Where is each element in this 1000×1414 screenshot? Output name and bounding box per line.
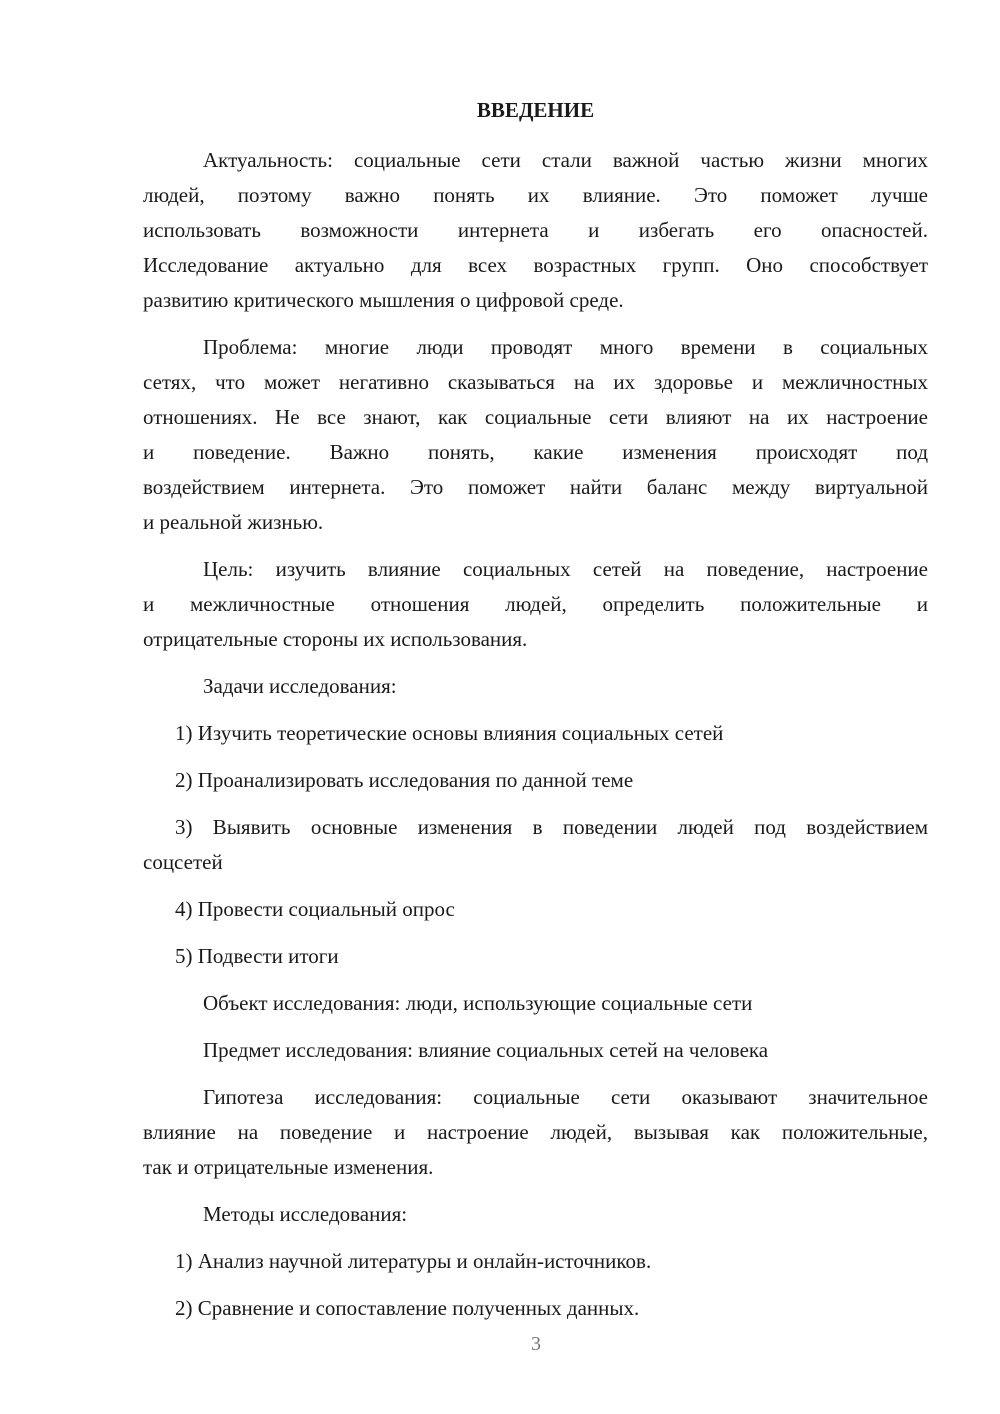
text-line: Гипотеза исследования: социальные сети оказывают значительное [203,1085,928,1109]
list-item [143,810,928,880]
text-line: отношениях. Не все знают, как социальные сети влияют на их настроение [143,405,928,429]
text-line: отрицательные стороны их использования. [143,627,528,651]
section-title: ВВЕДЕНИЕ [476,98,595,122]
document-body [143,143,928,1326]
text-line: влияние на поведение и настроение людей, вызывая как положительные, [143,1120,928,1144]
paragraph [143,1197,928,1232]
paragraph [143,669,928,704]
text-line: Проблема: многие люди проводят много времени в социальных [203,335,928,359]
document-page [143,93,928,1338]
text-line: Объект исследования: люди, использующие социальные сети [203,991,753,1015]
text-line: Предмет исследования: влияние социальных сетей на человека [203,1038,769,1062]
paragraph [143,986,928,1021]
text-line: использовать возможности интернета и избегать его опасностей. [143,218,928,242]
text-line: 5) Подвести итоги [175,944,339,968]
text-line: 2) Проанализировать исследования по данной теме [175,768,634,792]
text-line: Задачи исследования: [203,674,397,698]
text-line: людей, поэтому важно понять их влияние. Это поможет лучше [143,183,928,207]
text-line: воздействием интернета. Это поможет найти баланс между виртуальной [143,475,928,499]
text-line: Методы исследования: [203,1202,408,1226]
list-item [143,763,928,798]
text-line: Актуальность: социальные сети стали важной частью жизни многих [203,148,928,172]
text-line: Исследование актуально для всех возрастных групп. Оно способствует [143,253,928,277]
list-item [143,716,928,751]
text-line: 1) Изучить теоретические основы влияния социальных сетей [175,721,724,745]
text-line: 1) Анализ научной литературы и онлайн-источников. [175,1249,652,1273]
paragraph [143,143,928,318]
text-line: 4) Провести социальный опрос [175,897,455,921]
text-line: и межличностные отношения людей, определить положительные и [143,592,928,616]
list-item [143,892,928,927]
text-line: развитию критического мышления о цифровой среде. [143,288,624,312]
text-line: и поведение. Важно понять, какие изменения происходят под [143,440,928,464]
text-line: так и отрицательные изменения. [143,1155,434,1179]
text-line: 3) Выявить основные изменения в поведении людей под воздействием [175,815,928,839]
text-line: соцсетей [143,850,223,874]
page-number: 3 [531,1333,541,1355]
text-line: сетях, что может негативно сказываться на их здоровье и межличностных [143,370,928,394]
list-item [143,1291,928,1326]
paragraph [143,330,928,540]
paragraph [143,1033,928,1068]
text-line: 2) Сравнение и сопоставление полученных данных. [175,1296,640,1320]
text-line: Цель: изучить влияние социальных сетей на поведение, настроение [203,557,928,581]
paragraph [143,1080,928,1185]
list-item [143,1244,928,1279]
text-line: и реальной жизнью. [143,510,324,534]
paragraph [143,552,928,657]
list-item [143,939,928,974]
